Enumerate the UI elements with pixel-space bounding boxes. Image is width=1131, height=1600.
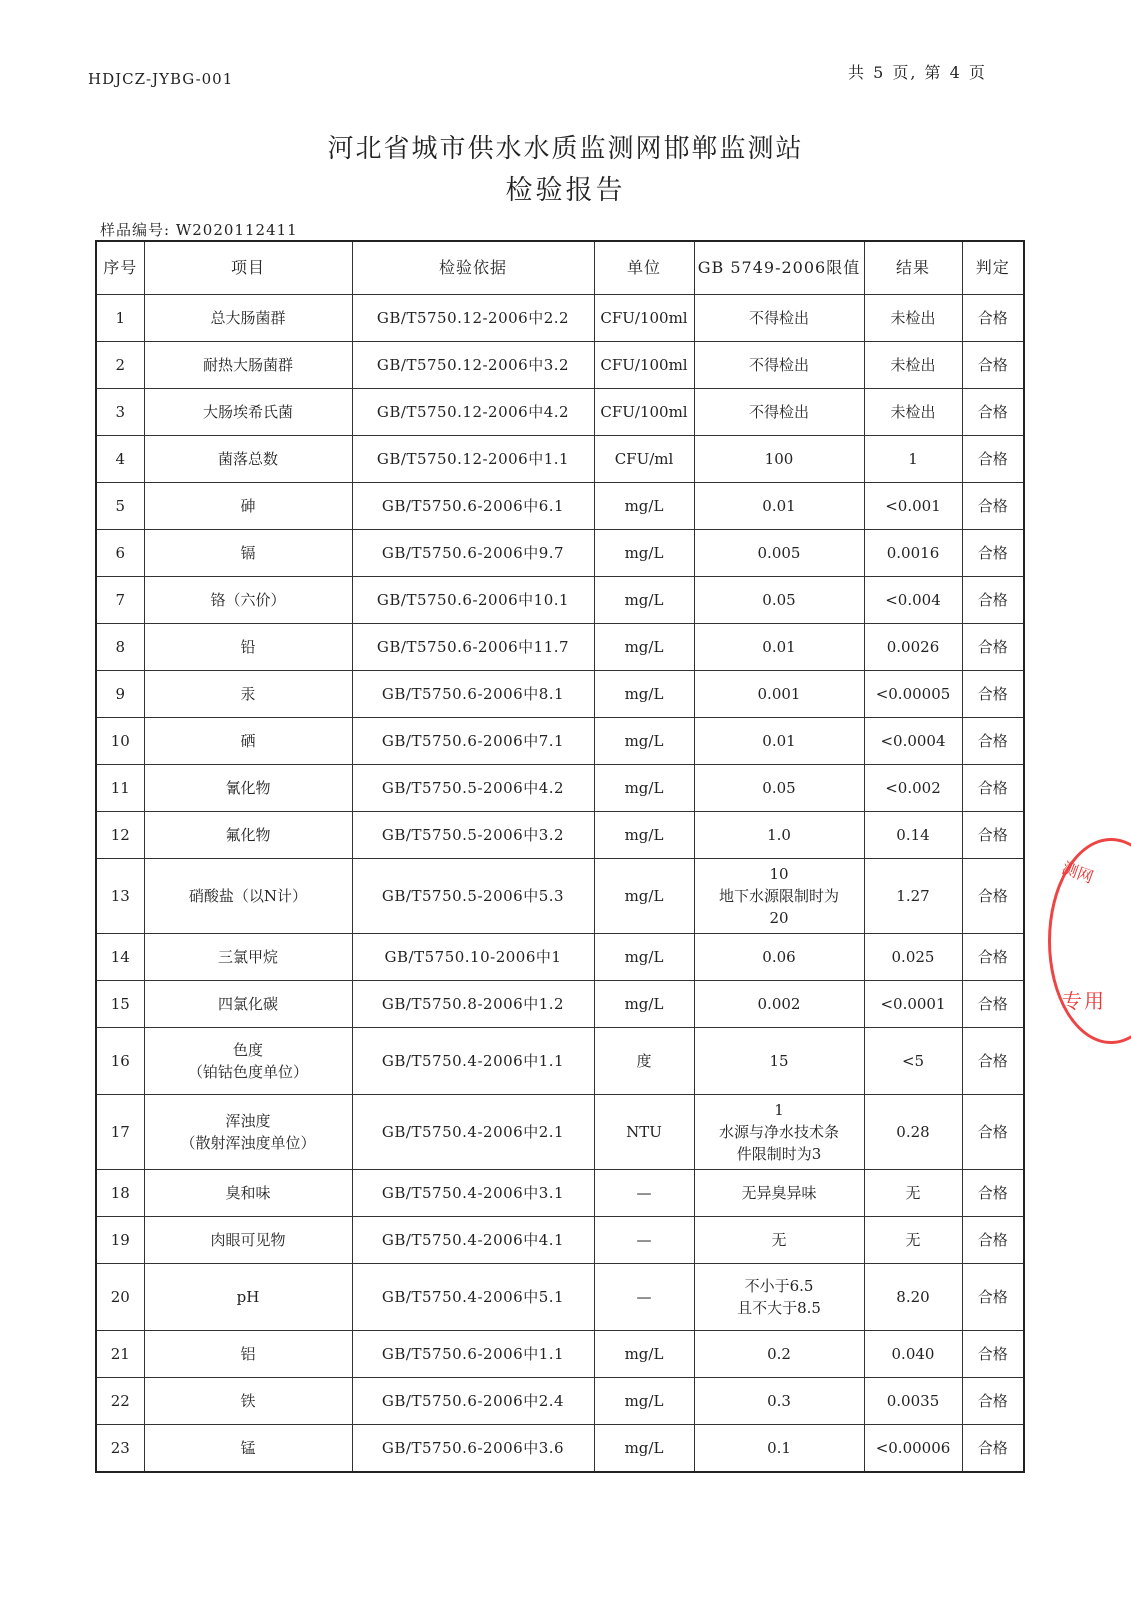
- row-result: 1.27: [864, 859, 962, 934]
- row-item: 铝: [144, 1331, 352, 1378]
- table-row: [96, 981, 1024, 1028]
- table-row: [96, 765, 1024, 812]
- row-no: 8: [96, 624, 144, 671]
- row-unit: mg/L: [594, 934, 694, 981]
- table-row: [96, 389, 1024, 436]
- row-no: 9: [96, 671, 144, 718]
- row-item-line: 色度: [232, 1041, 263, 1059]
- row-verdict: 合格: [962, 1378, 1024, 1425]
- table-row: [96, 295, 1024, 342]
- table-row: [96, 1170, 1024, 1217]
- row-no: 16: [96, 1028, 144, 1095]
- row-item: 臭和味: [144, 1170, 352, 1217]
- sample-number-value: W2020112411: [175, 221, 298, 239]
- row-no: 7: [96, 577, 144, 624]
- row-unit: CFU/ml: [594, 436, 694, 483]
- row-limit: 0.06: [694, 934, 864, 981]
- row-limit-line: 20: [769, 909, 789, 927]
- row-unit: mg/L: [594, 530, 694, 577]
- row-no: 3: [96, 389, 144, 436]
- seal-text-top: 测网: [1059, 858, 1096, 887]
- row-item: [144, 1028, 352, 1095]
- row-no: 23: [96, 1425, 144, 1473]
- row-item-line: （铂钴色度单位）: [187, 1063, 308, 1081]
- row-no: 14: [96, 934, 144, 981]
- row-basis: GB/T5750.4-2006中5.1: [352, 1264, 594, 1331]
- row-limit-line: 且不大于8.5: [737, 1299, 821, 1317]
- inspection-results-table: [95, 240, 1025, 1473]
- row-limit-line: 1: [774, 1101, 784, 1119]
- row-result: <0.0004: [864, 718, 962, 765]
- row-item: 砷: [144, 483, 352, 530]
- row-limit-line: 地下水源限制时为: [718, 887, 839, 905]
- row-limit-line: 水源与净水技术条: [718, 1123, 839, 1141]
- row-basis: GB/T5750.8-2006中1.2: [352, 981, 594, 1028]
- row-limit: 0.1: [694, 1425, 864, 1473]
- header-limit: GB 5749-2006限值: [694, 241, 864, 295]
- row-result: <0.002: [864, 765, 962, 812]
- table-row: [96, 436, 1024, 483]
- row-no: 6: [96, 530, 144, 577]
- row-verdict: 合格: [962, 981, 1024, 1028]
- row-no: 22: [96, 1378, 144, 1425]
- row-basis: GB/T5750.6-2006中10.1: [352, 577, 594, 624]
- row-unit: mg/L: [594, 981, 694, 1028]
- row-no: 2: [96, 342, 144, 389]
- row-limit: 不得检出: [694, 389, 864, 436]
- table-row: [96, 1095, 1024, 1170]
- row-limit: 0.01: [694, 718, 864, 765]
- row-result: 未检出: [864, 389, 962, 436]
- row-unit: mg/L: [594, 1425, 694, 1473]
- table-row: [96, 530, 1024, 577]
- row-basis: GB/T5750.6-2006中2.4: [352, 1378, 594, 1425]
- row-limit: 0.002: [694, 981, 864, 1028]
- row-verdict: 合格: [962, 389, 1024, 436]
- row-basis: GB/T5750.5-2006中3.2: [352, 812, 594, 859]
- row-no: 11: [96, 765, 144, 812]
- row-basis: GB/T5750.12-2006中1.1: [352, 436, 594, 483]
- row-limit: 15: [694, 1028, 864, 1095]
- row-result: 0.0016: [864, 530, 962, 577]
- row-verdict: 合格: [962, 671, 1024, 718]
- row-verdict: 合格: [962, 1170, 1024, 1217]
- row-limit-line: 件限制时为3: [736, 1145, 822, 1163]
- row-limit: 无: [694, 1217, 864, 1264]
- report-title: 检验报告: [505, 175, 626, 206]
- table-row: [96, 1217, 1024, 1264]
- row-unit: CFU/100ml: [594, 389, 694, 436]
- row-result: <0.00006: [864, 1425, 962, 1473]
- sample-number-label: 样品编号:: [100, 221, 171, 239]
- header-item: 项目: [144, 241, 352, 295]
- row-result: 8.20: [864, 1264, 962, 1331]
- row-basis: GB/T5750.6-2006中11.7: [352, 624, 594, 671]
- row-unit: mg/L: [594, 577, 694, 624]
- row-limit: 0.05: [694, 577, 864, 624]
- row-unit: CFU/100ml: [594, 342, 694, 389]
- row-result: 0.0026: [864, 624, 962, 671]
- row-verdict: 合格: [962, 1331, 1024, 1378]
- sample-number: [100, 219, 298, 240]
- row-item: 四氯化碳: [144, 981, 352, 1028]
- row-limit: 1.0: [694, 812, 864, 859]
- report-org-title: 河北省城市供水水质监测网邯郸监测站: [327, 134, 804, 164]
- row-item: 汞: [144, 671, 352, 718]
- row-verdict: 合格: [962, 530, 1024, 577]
- row-basis: GB/T5750.4-2006中2.1: [352, 1095, 594, 1170]
- row-result: 0.28: [864, 1095, 962, 1170]
- row-limit: 0.01: [694, 483, 864, 530]
- row-verdict: 合格: [962, 718, 1024, 765]
- document-code: HDJCZ-JYBG-001: [88, 70, 234, 88]
- table-row: [96, 934, 1024, 981]
- row-verdict: 合格: [962, 1217, 1024, 1264]
- row-unit: mg/L: [594, 671, 694, 718]
- row-basis: GB/T5750.6-2006中1.1: [352, 1331, 594, 1378]
- table-row: [96, 859, 1024, 934]
- row-verdict: 合格: [962, 577, 1024, 624]
- row-result: <0.0001: [864, 981, 962, 1028]
- row-no: 13: [96, 859, 144, 934]
- row-basis: GB/T5750.6-2006中9.7: [352, 530, 594, 577]
- row-limit: 0.01: [694, 624, 864, 671]
- row-basis: GB/T5750.5-2006中5.3: [352, 859, 594, 934]
- row-basis: GB/T5750.4-2006中3.1: [352, 1170, 594, 1217]
- row-limit: [694, 1095, 864, 1170]
- row-unit: —: [594, 1264, 694, 1331]
- row-unit: mg/L: [594, 624, 694, 671]
- row-verdict: 合格: [962, 1028, 1024, 1095]
- row-unit: mg/L: [594, 812, 694, 859]
- row-basis: GB/T5750.12-2006中3.2: [352, 342, 594, 389]
- row-item: 硒: [144, 718, 352, 765]
- row-result: 1: [864, 436, 962, 483]
- row-unit: mg/L: [594, 765, 694, 812]
- row-basis: GB/T5750.6-2006中6.1: [352, 483, 594, 530]
- table-row: [96, 624, 1024, 671]
- table-row: [96, 577, 1024, 624]
- row-item: 铁: [144, 1378, 352, 1425]
- row-verdict: 合格: [962, 436, 1024, 483]
- row-verdict: 合格: [962, 1264, 1024, 1331]
- row-no: 18: [96, 1170, 144, 1217]
- row-verdict: 合格: [962, 295, 1024, 342]
- row-item: 耐热大肠菌群: [144, 342, 352, 389]
- row-limit: 100: [694, 436, 864, 483]
- row-result: 0.14: [864, 812, 962, 859]
- row-item: 铬（六价）: [144, 577, 352, 624]
- row-unit: mg/L: [594, 718, 694, 765]
- row-basis: GB/T5750.4-2006中4.1: [352, 1217, 594, 1264]
- header-result: 结果: [864, 241, 962, 295]
- row-item: 氟化物: [144, 812, 352, 859]
- row-limit-line: 10: [769, 865, 789, 883]
- table-row: [96, 483, 1024, 530]
- row-verdict: 合格: [962, 1095, 1024, 1170]
- row-unit: mg/L: [594, 483, 694, 530]
- row-verdict: 合格: [962, 624, 1024, 671]
- row-limit: 0.05: [694, 765, 864, 812]
- row-unit: —: [594, 1217, 694, 1264]
- row-item: 菌落总数: [144, 436, 352, 483]
- row-item: 总大肠菌群: [144, 295, 352, 342]
- row-basis: GB/T5750.6-2006中3.6: [352, 1425, 594, 1473]
- row-no: 21: [96, 1331, 144, 1378]
- table-row: [96, 671, 1024, 718]
- row-basis: GB/T5750.5-2006中4.2: [352, 765, 594, 812]
- row-unit: NTU: [594, 1095, 694, 1170]
- row-basis: GB/T5750.12-2006中4.2: [352, 389, 594, 436]
- row-result: 0.040: [864, 1331, 962, 1378]
- row-item: 三氯甲烷: [144, 934, 352, 981]
- row-result: 未检出: [864, 295, 962, 342]
- header-unit: 单位: [594, 241, 694, 295]
- row-result: 无: [864, 1217, 962, 1264]
- table-row: [96, 718, 1024, 765]
- row-no: 1: [96, 295, 144, 342]
- row-result: 0.0035: [864, 1378, 962, 1425]
- table-row: [96, 1378, 1024, 1425]
- row-limit: 0.005: [694, 530, 864, 577]
- row-limit: 不得检出: [694, 342, 864, 389]
- row-result: 0.025: [864, 934, 962, 981]
- row-result: <5: [864, 1028, 962, 1095]
- row-verdict: 合格: [962, 483, 1024, 530]
- row-limit: 0.2: [694, 1331, 864, 1378]
- header-basis: 检验依据: [352, 241, 594, 295]
- row-unit: mg/L: [594, 1378, 694, 1425]
- seal-text-bottom: 专用: [1062, 989, 1106, 1013]
- row-no: 5: [96, 483, 144, 530]
- row-no: 19: [96, 1217, 144, 1264]
- row-item-line: （散射浑浊度单位）: [180, 1134, 316, 1152]
- row-item: [144, 1095, 352, 1170]
- row-verdict: 合格: [962, 859, 1024, 934]
- table-row: [96, 1425, 1024, 1473]
- table-header-row: [96, 241, 1024, 295]
- table-row: [96, 1264, 1024, 1331]
- row-item: 镉: [144, 530, 352, 577]
- row-item: 硝酸盐（以N计）: [144, 859, 352, 934]
- row-result: <0.004: [864, 577, 962, 624]
- row-result: 未检出: [864, 342, 962, 389]
- row-unit: 度: [594, 1028, 694, 1095]
- row-no: 12: [96, 812, 144, 859]
- row-item: 氰化物: [144, 765, 352, 812]
- row-item: 大肠埃希氏菌: [144, 389, 352, 436]
- row-result: 无: [864, 1170, 962, 1217]
- row-basis: GB/T5750.4-2006中1.1: [352, 1028, 594, 1095]
- row-basis: GB/T5750.12-2006中2.2: [352, 295, 594, 342]
- row-limit: 0.3: [694, 1378, 864, 1425]
- row-unit: mg/L: [594, 1331, 694, 1378]
- row-limit: 不得检出: [694, 295, 864, 342]
- row-verdict: 合格: [962, 342, 1024, 389]
- row-unit: mg/L: [594, 859, 694, 934]
- row-no: 17: [96, 1095, 144, 1170]
- table-row: [96, 812, 1024, 859]
- row-limit: 0.001: [694, 671, 864, 718]
- header-no: 序号: [96, 241, 144, 295]
- row-limit: [694, 1264, 864, 1331]
- header-verdict: 判定: [962, 241, 1024, 295]
- table-row: [96, 1331, 1024, 1378]
- row-result: <0.00005: [864, 671, 962, 718]
- row-unit: CFU/100ml: [594, 295, 694, 342]
- row-basis: GB/T5750.6-2006中7.1: [352, 718, 594, 765]
- row-basis: GB/T5750.10-2006中1: [352, 934, 594, 981]
- row-verdict: 合格: [962, 934, 1024, 981]
- row-no: 10: [96, 718, 144, 765]
- row-limit: 无异臭异味: [694, 1170, 864, 1217]
- row-result: <0.001: [864, 483, 962, 530]
- row-verdict: 合格: [962, 765, 1024, 812]
- row-basis: GB/T5750.6-2006中8.1: [352, 671, 594, 718]
- row-item: 铅: [144, 624, 352, 671]
- row-item: 锰: [144, 1425, 352, 1473]
- row-item-line: 浑浊度: [225, 1112, 271, 1130]
- row-limit: [694, 859, 864, 934]
- row-unit: —: [594, 1170, 694, 1217]
- page-indicator: 共 5 页, 第 4 页: [848, 63, 987, 82]
- row-limit-line: 不小于6.5: [744, 1277, 814, 1295]
- row-verdict: 合格: [962, 812, 1024, 859]
- table-row: [96, 1028, 1024, 1095]
- row-no: 4: [96, 436, 144, 483]
- row-no: 20: [96, 1264, 144, 1331]
- row-no: 15: [96, 981, 144, 1028]
- table-row: [96, 342, 1024, 389]
- row-item: pH: [144, 1264, 352, 1331]
- row-verdict: 合格: [962, 1425, 1024, 1473]
- row-item: 肉眼可见物: [144, 1217, 352, 1264]
